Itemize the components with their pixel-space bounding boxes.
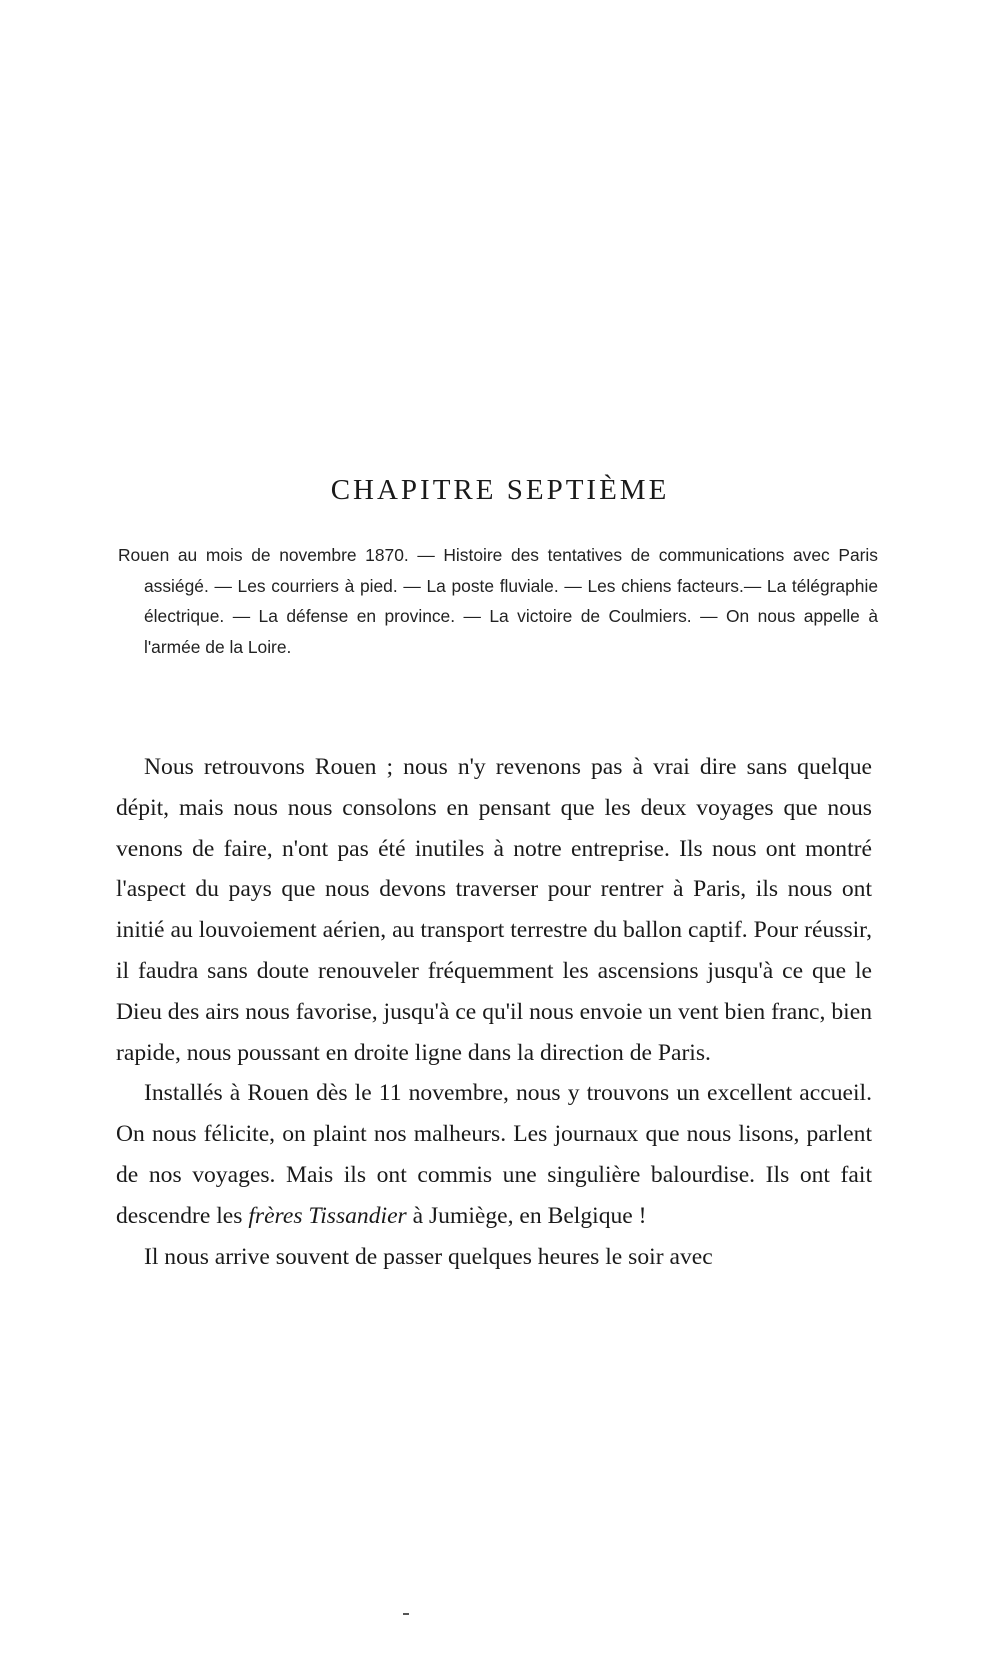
paragraph-3: Il nous arrive souvent de passer quelques heures le soir avec (144, 1243, 713, 1270)
paragraph-2-emphasis: frères Tissandier (248, 1202, 407, 1229)
page-mark (403, 1613, 409, 1615)
paragraph-2 (116, 1073, 872, 1236)
paragraph-2-text-start: Installés à Rouen dès le 11 novembre, nous y trouvons un excellent accueil. On nous félicite, on plaint nos malheurs. Les journaux que nous lisons, parlent de nos voyages. Mais ils ont commis une singulière balourdise. Ils ont fait descendre les (116, 1080, 872, 1229)
paragraph-1: Nous retrouvons Rouen ; nous n'y revenons pas à vrai dire sans quelque dépit, mais nous nous consolons en pensant que les deux voyages que nous venons de faire, n'ont pas été inutiles à notre entreprise. Ils nous ont montré l'aspect du pays que nous devons traverser pour rentrer à Paris, ils nous ont initié au louvoiement aérien, au transport terrestre du ballon captif. Pour réussir, il faudra sans doute renouveler fréquemment les ascensions jusqu'à ce que le Dieu des airs nous favorise, jusqu'à ce qu'il nous envoie un vent bien franc, bien rapide, nous poussant en droite ligne dans la direction de Paris. (116, 754, 872, 1066)
chapter-summary: Rouen au mois de novembre 1870. — Histoire des tentatives de communications avec Paris assiégé. — Les courriers à pied. — La poste fluviale. — Les chiens facteurs.— La télégraphie électrique. — La défense en province. — La victoire de Coulmiers. — On nous appelle à l'armée de la Loire. (118, 545, 878, 657)
chapter-title: CHAPITRE SEPTIÈME (330, 474, 670, 507)
body-text (116, 747, 872, 1277)
paragraph-2-text-end: à Jumiège, en Belgique ! (406, 1202, 647, 1229)
